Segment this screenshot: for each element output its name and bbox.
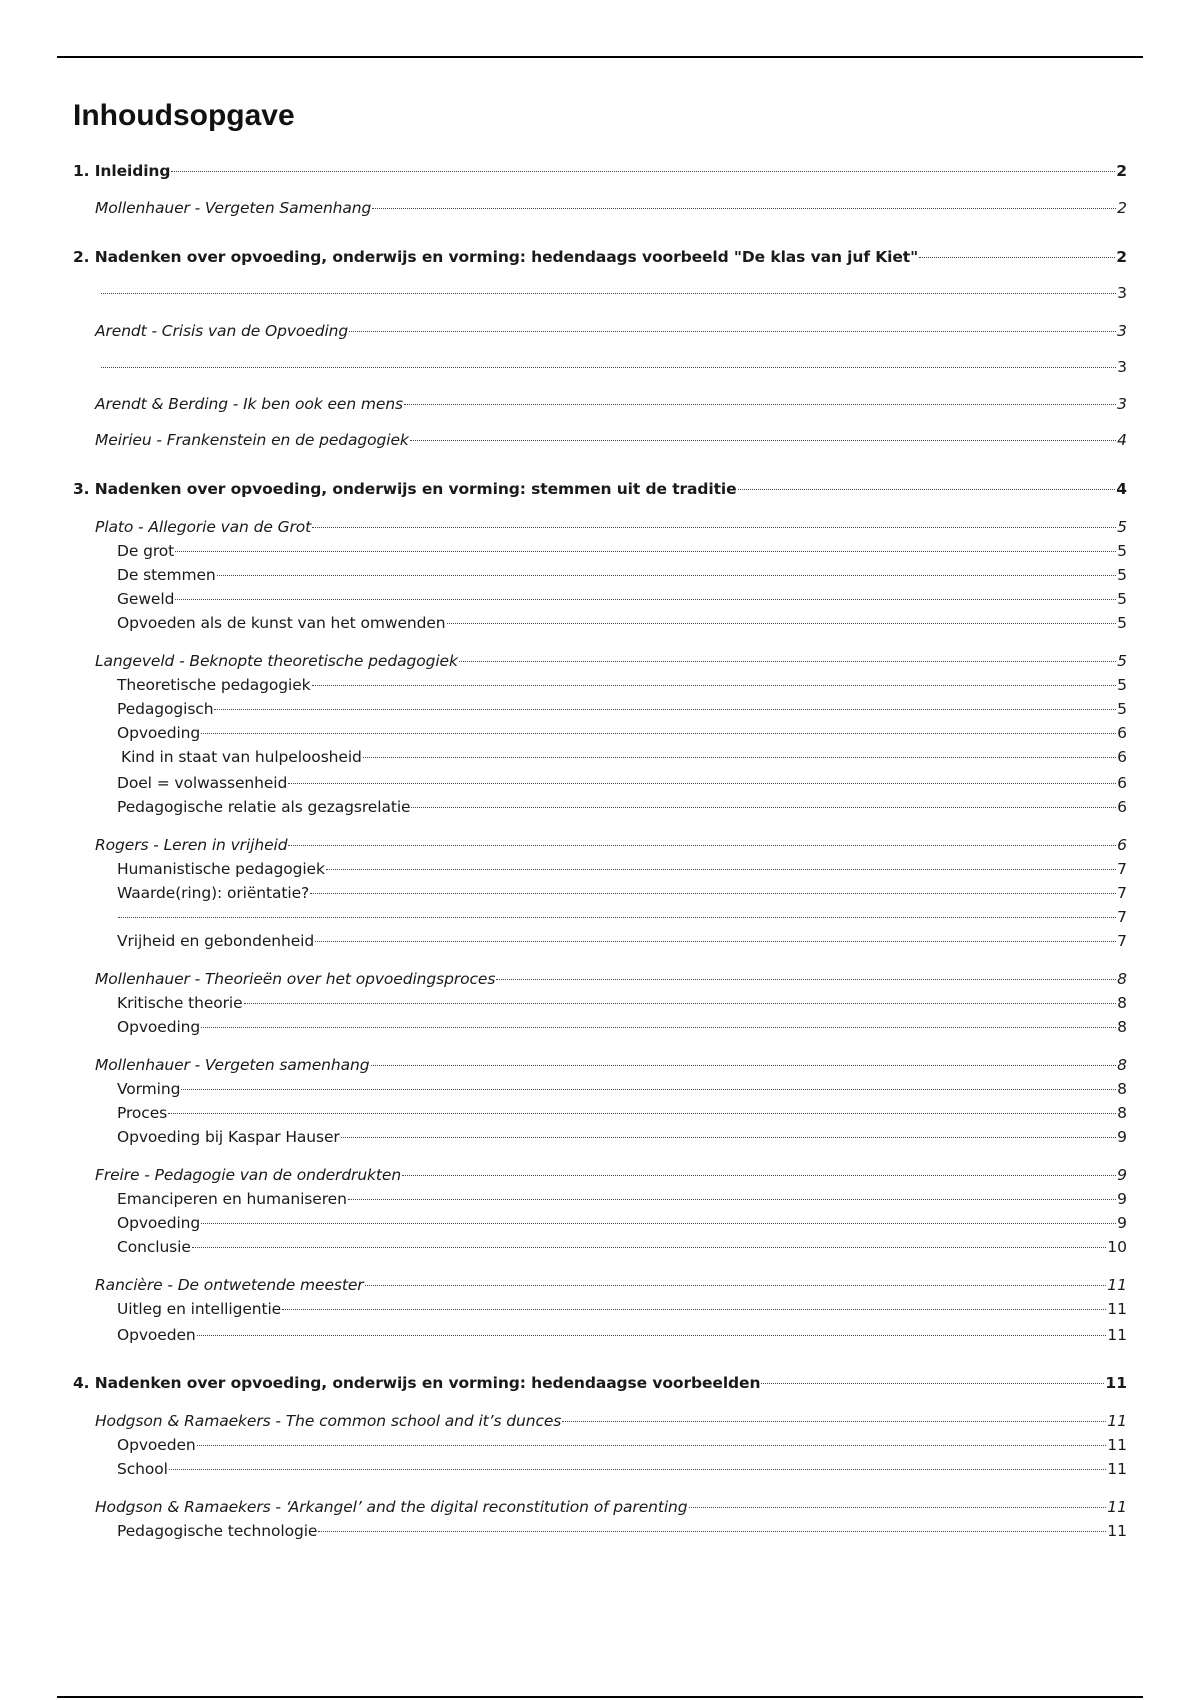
- toc-entry-label: Rogers - Leren in vrijheid: [95, 836, 288, 854]
- toc-dot-leader: [411, 807, 1116, 808]
- toc-entry-label: Kritische theorie: [117, 994, 243, 1012]
- toc-page-number: 2: [1116, 162, 1127, 180]
- toc-entry-label: School: [117, 1460, 168, 1478]
- toc-dot-leader: [197, 1445, 1107, 1446]
- toc-entry-label: Arendt - Crisis van de Opvoeding: [95, 322, 349, 340]
- toc-entry-label: Opvoeden: [117, 1436, 196, 1454]
- toc-entry-label: Uitleg en intelligentie: [117, 1300, 282, 1318]
- toc-dot-leader: [349, 331, 1116, 332]
- toc-entry-label: De stemmen: [117, 566, 216, 584]
- toc-entry[interactable]: [117, 906, 1127, 928]
- toc-entry[interactable]: [117, 796, 1127, 818]
- toc-page-number: 5: [1117, 542, 1127, 560]
- toc-entry-label: Plato - Allegorie van de Grot: [95, 518, 312, 536]
- toc-entry-label: Conclusie: [117, 1238, 191, 1256]
- toc-page-number: 6: [1117, 836, 1127, 854]
- toc-dot-leader: [101, 293, 1116, 294]
- toc-entry[interactable]: [117, 540, 1127, 562]
- toc-dot-leader: [201, 1027, 1116, 1028]
- toc-entry[interactable]: [117, 588, 1127, 610]
- toc-entry[interactable]: [117, 772, 1127, 794]
- toc-entry[interactable]: [117, 564, 1127, 586]
- toc-page-number: 8: [1117, 1104, 1127, 1122]
- toc-dot-leader: [282, 1309, 1106, 1310]
- toc-entry[interactable]: [117, 1458, 1127, 1480]
- toc-dot-leader: [201, 733, 1116, 734]
- toc-entry-label: Mollenhauer - Theorieën over het opvoedingsproces: [95, 970, 496, 988]
- toc-entry[interactable]: [117, 1078, 1127, 1100]
- toc-entry-label: De grot: [117, 542, 175, 560]
- toc-entry[interactable]: [117, 612, 1127, 634]
- toc-entry-label: Freire - Pedagogie van de onderdrukten: [95, 1166, 402, 1184]
- toc-dot-leader: [310, 893, 1116, 894]
- toc-page-number: 6: [1117, 798, 1127, 816]
- toc-dot-leader: [365, 1285, 1107, 1286]
- toc-dot-leader: [169, 1469, 1106, 1470]
- toc-dot-leader: [372, 208, 1116, 209]
- toc-dot-leader: [738, 489, 1116, 490]
- toc-entry[interactable]: [117, 722, 1127, 744]
- toc-dot-leader: [689, 1507, 1107, 1508]
- toc-dot-leader: [171, 171, 1115, 172]
- toc-page-number: 7: [1117, 860, 1127, 878]
- toc-entry-label: Opvoeding: [117, 1214, 201, 1232]
- toc-page-number: 9: [1117, 1214, 1127, 1232]
- toc-page-number: 5: [1117, 652, 1127, 670]
- toc-entry[interactable]: [95, 516, 1127, 538]
- toc-entry[interactable]: [95, 197, 1127, 219]
- toc-dot-leader: [496, 979, 1116, 980]
- toc-entry-label: Opvoeden: [117, 1326, 196, 1344]
- toc-entry-label: Opvoeding: [117, 724, 201, 742]
- toc-dot-leader: [919, 257, 1115, 258]
- toc-entry[interactable]: [117, 1126, 1127, 1148]
- toc-entry-label: Langeveld - Beknopte theoretische pedagogiek: [95, 652, 458, 670]
- toc-entry[interactable]: [95, 1274, 1127, 1296]
- toc-page-number: 4: [1117, 431, 1127, 449]
- toc-entry[interactable]: [117, 882, 1127, 904]
- toc-entry[interactable]: [95, 1164, 1127, 1186]
- toc-entry-label: Mollenhauer - Vergeten samenhang: [95, 1056, 370, 1074]
- toc-page-number: 11: [1107, 1522, 1127, 1540]
- toc-entry-label: Humanistische pedagogiek: [117, 860, 325, 878]
- footer-rule: [57, 1696, 1143, 1698]
- toc-dot-leader: [192, 1247, 1106, 1248]
- toc-page-number: 11: [1107, 1300, 1127, 1318]
- toc-entry[interactable]: [73, 246, 1127, 268]
- toc-page-number: 8: [1117, 970, 1127, 988]
- toc-entry-label: Proces: [117, 1104, 168, 1122]
- toc-dot-leader: [562, 1421, 1106, 1422]
- toc-entry[interactable]: [117, 674, 1127, 696]
- toc-dot-leader: [312, 527, 1116, 528]
- toc-page-number: 8: [1117, 1080, 1127, 1098]
- toc-entry-label: Pedagogische relatie als gezagsrelatie: [117, 798, 411, 816]
- toc-page-number: 5: [1117, 700, 1127, 718]
- toc-dot-leader: [447, 623, 1117, 624]
- toc-entry-label: Opvoeding bij Kaspar Hauser: [117, 1128, 340, 1146]
- toc-entry[interactable]: [73, 478, 1127, 500]
- toc-dot-leader: [168, 1113, 1116, 1114]
- toc-dot-leader: [315, 941, 1116, 942]
- toc-dot-leader: [363, 757, 1116, 758]
- toc-dot-leader: [371, 1065, 1117, 1066]
- toc-entry-label: Geweld: [117, 590, 175, 608]
- toc-dot-leader: [326, 869, 1116, 870]
- toc-dot-leader: [175, 599, 1116, 600]
- toc-dot-leader: [318, 1531, 1106, 1532]
- toc-page-number: 3: [1117, 358, 1127, 376]
- toc-entry[interactable]: [95, 320, 1127, 342]
- toc-dot-leader: [118, 917, 1116, 918]
- toc-page-number: 11: [1107, 1412, 1127, 1430]
- toc-page-number: 5: [1117, 590, 1127, 608]
- toc-entry-label: Pedagogisch: [117, 700, 214, 718]
- toc-dot-leader: [181, 1089, 1116, 1090]
- toc-dot-leader: [201, 1223, 1116, 1224]
- toc-entry[interactable]: [95, 429, 1127, 451]
- toc-page-number: 3: [1117, 322, 1127, 340]
- toc-page-number: 7: [1117, 932, 1127, 950]
- toc-entry[interactable]: [73, 1372, 1127, 1394]
- toc-entry[interactable]: [117, 1212, 1127, 1234]
- toc-entry-label: 3. Nadenken over opvoeding, onderwijs en vorming: stemmen uit de traditie: [73, 480, 737, 498]
- toc-page-number: 11: [1107, 1276, 1127, 1294]
- toc-page-number: 2: [1117, 199, 1127, 217]
- toc-dot-leader: [175, 551, 1116, 552]
- toc-page-number: 2: [1116, 248, 1127, 266]
- toc-dot-leader: [288, 845, 1116, 846]
- toc-entry[interactable]: [95, 834, 1127, 856]
- toc-page-number: 10: [1107, 1238, 1127, 1256]
- toc-entry[interactable]: [117, 1016, 1127, 1038]
- toc-page-number: 6: [1117, 748, 1127, 766]
- toc-entry-label: Rancière - De ontwetende meester: [95, 1276, 364, 1294]
- toc-page-number: 6: [1117, 774, 1127, 792]
- toc-page-number: 8: [1117, 1056, 1127, 1074]
- toc-page-number: 3: [1117, 284, 1127, 302]
- toc-page-number: 4: [1116, 480, 1127, 498]
- toc-page-number: 7: [1117, 884, 1127, 902]
- toc-dot-leader: [341, 1137, 1116, 1138]
- toc-entry-label: Opvoeding: [117, 1018, 201, 1036]
- toc-entry-label: Emanciperen en humaniseren: [117, 1190, 347, 1208]
- toc-entry[interactable]: [117, 1298, 1127, 1320]
- toc-entry[interactable]: [100, 282, 1127, 304]
- toc-page-number: 6: [1117, 724, 1127, 742]
- toc-entry[interactable]: [117, 1434, 1127, 1456]
- page-title: Inhoudsopgave: [73, 99, 295, 132]
- toc-entry[interactable]: [117, 1324, 1127, 1346]
- toc-entry-label: 4. Nadenken over opvoeding, onderwijs en vorming: hedendaagse voorbeelden: [73, 1374, 761, 1392]
- toc-page-number: 5: [1117, 566, 1127, 584]
- toc-dot-leader: [459, 661, 1116, 662]
- toc-page-number: 9: [1117, 1128, 1127, 1146]
- toc-dot-leader: [197, 1335, 1107, 1336]
- toc-page-number: 11: [1107, 1436, 1127, 1454]
- toc-entry[interactable]: [95, 968, 1127, 990]
- toc-dot-leader: [404, 404, 1116, 405]
- toc-entry[interactable]: [117, 992, 1127, 1014]
- toc-dot-leader: [410, 440, 1116, 441]
- toc-entry[interactable]: [117, 1188, 1127, 1210]
- toc-page-number: 5: [1117, 676, 1127, 694]
- toc-entry-label: Pedagogische technologie: [117, 1522, 318, 1540]
- toc-page-number: 9: [1117, 1166, 1127, 1184]
- toc-entry[interactable]: [95, 1054, 1127, 1076]
- toc-page-number: 11: [1105, 1374, 1127, 1392]
- toc-page-number: 7: [1117, 908, 1127, 926]
- toc-entry[interactable]: [100, 356, 1127, 378]
- toc-page-number: 11: [1107, 1460, 1127, 1478]
- toc-entry-label: Mollenhauer - Vergeten Samenhang: [95, 199, 372, 217]
- toc-entry[interactable]: [121, 746, 1127, 768]
- toc-entry[interactable]: [95, 1410, 1127, 1432]
- toc-entry-label: Hodgson & Ramaekers - The common school and it’s dunces: [95, 1412, 562, 1430]
- toc-entry[interactable]: [117, 698, 1127, 720]
- toc-entry-label: Arendt & Berding - Ik ben ook een mens: [95, 395, 404, 413]
- toc-entry[interactable]: [117, 1520, 1127, 1542]
- toc-page-number: 9: [1117, 1190, 1127, 1208]
- toc-page-number: 8: [1117, 994, 1127, 1012]
- toc-entry[interactable]: [117, 1102, 1127, 1124]
- toc-entry-label: Doel = volwassenheid: [117, 774, 288, 792]
- toc-dot-leader: [217, 575, 1116, 576]
- toc-page-number: 5: [1117, 614, 1127, 632]
- toc-dot-leader: [101, 367, 1116, 368]
- toc-entry-label: 1. Inleiding: [73, 162, 171, 180]
- toc-entry[interactable]: [73, 160, 1127, 182]
- toc-page-number: 11: [1107, 1326, 1127, 1344]
- toc-page-number: 11: [1107, 1498, 1127, 1516]
- toc-entry[interactable]: [117, 930, 1127, 952]
- toc-entry-label: Meirieu - Frankenstein en de pedagogiek: [95, 431, 409, 449]
- toc-entry-label: Hodgson & Ramaekers - ‘Arkangel’ and the digital reconstitution of parenting: [95, 1498, 688, 1516]
- toc-page-number: 5: [1117, 518, 1127, 536]
- toc-dot-leader: [348, 1199, 1116, 1200]
- toc-entry-label: Opvoeden als de kunst van het omwenden: [117, 614, 446, 632]
- toc-dot-leader: [312, 685, 1117, 686]
- toc-entry[interactable]: [95, 393, 1127, 415]
- toc-entry[interactable]: [95, 650, 1127, 672]
- toc-entry-label: Kind in staat van hulpeloosheid: [121, 748, 362, 766]
- toc-dot-leader: [288, 783, 1116, 784]
- toc-page-number: 8: [1117, 1018, 1127, 1036]
- toc-page-number: 3: [1117, 395, 1127, 413]
- toc-entry-label: Vorming: [117, 1080, 181, 1098]
- toc-entry[interactable]: [117, 1236, 1127, 1258]
- toc-dot-leader: [402, 1175, 1116, 1176]
- toc-entry-label: Vrijheid en gebondenheid: [117, 932, 315, 950]
- toc-entry-label: Theoretische pedagogiek: [117, 676, 311, 694]
- toc-dot-leader: [761, 1383, 1104, 1384]
- toc-dot-leader: [214, 709, 1116, 710]
- toc-entry[interactable]: [117, 858, 1127, 880]
- toc-entry[interactable]: [95, 1496, 1127, 1518]
- toc-entry-label: Waarde(ring): oriëntatie?: [117, 884, 310, 902]
- toc-entry-label: 2. Nadenken over opvoeding, onderwijs en vorming: hedendaags voorbeeld "De klas van juf Kiet": [73, 248, 919, 266]
- toc-dot-leader: [244, 1003, 1117, 1004]
